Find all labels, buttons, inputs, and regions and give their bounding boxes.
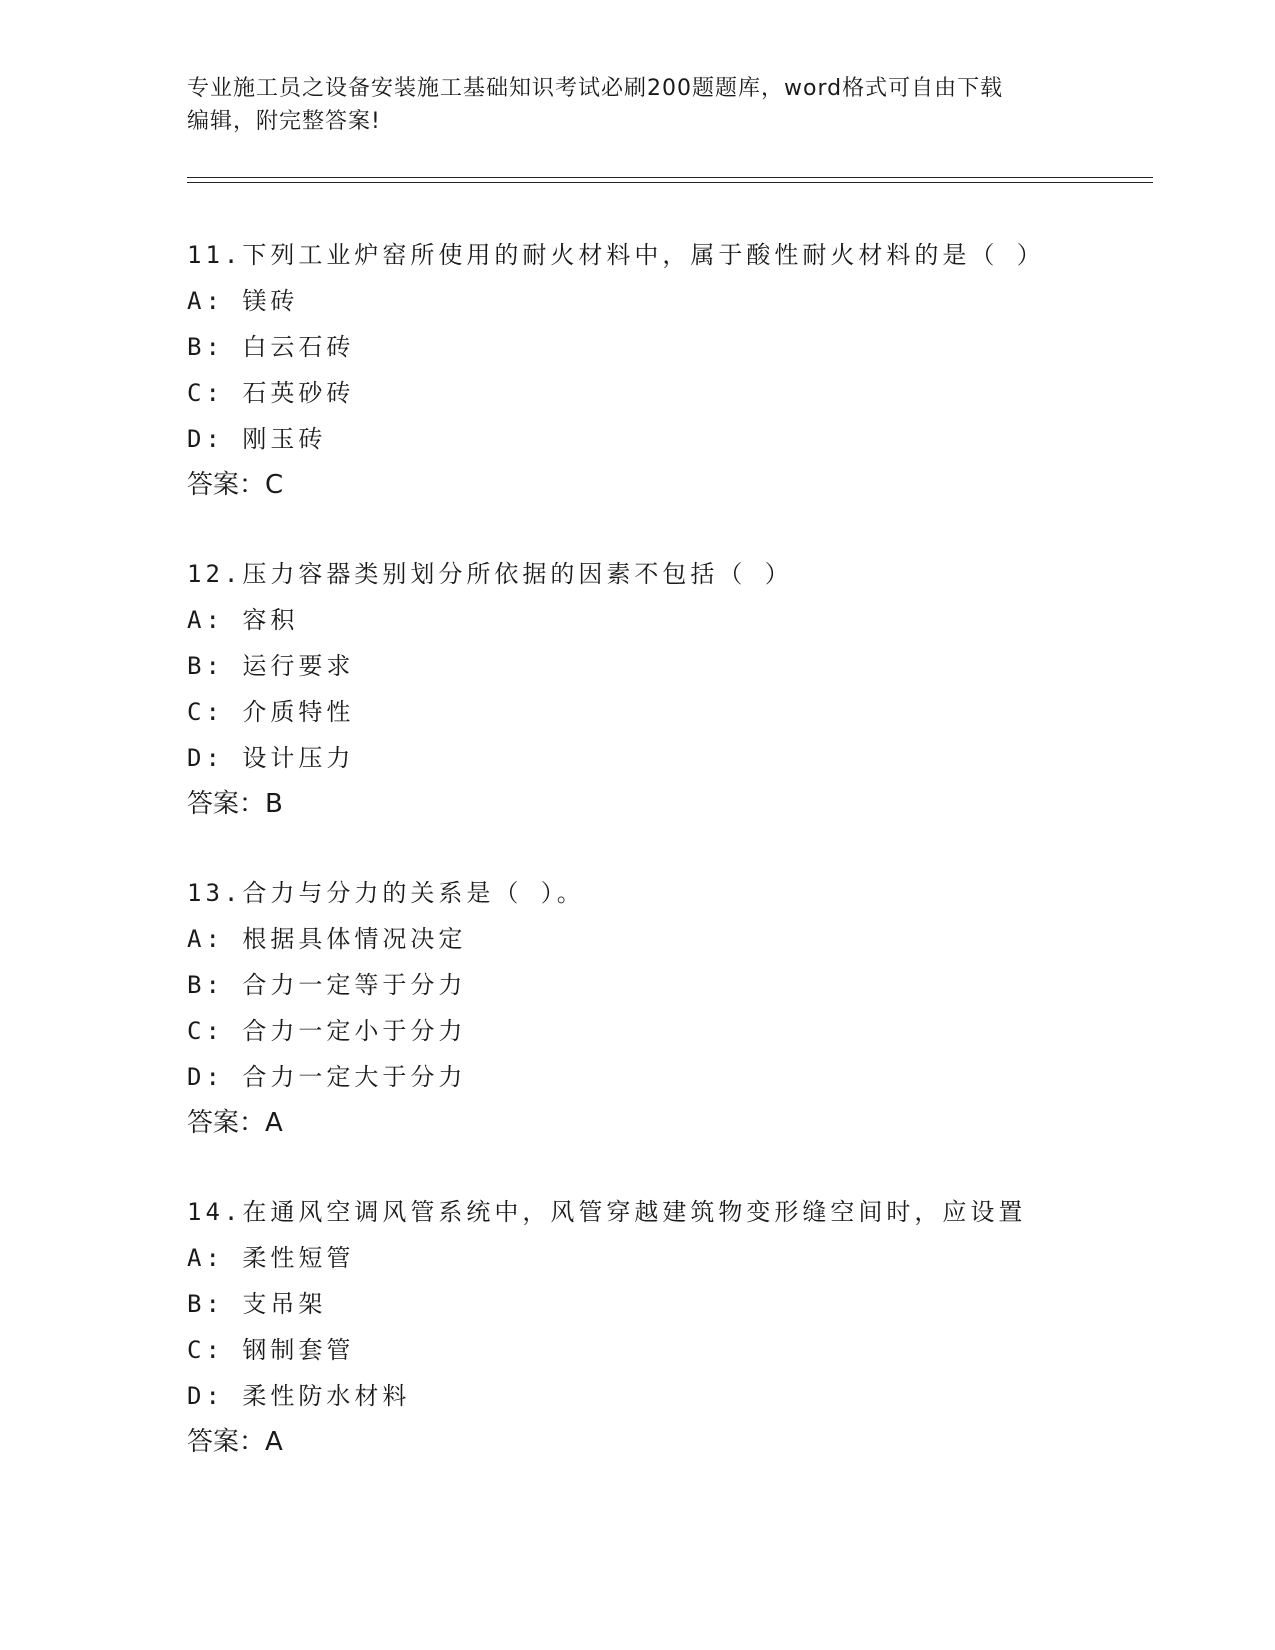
answer: 答案：A [187, 1427, 283, 1457]
answer: 答案：A [187, 1108, 283, 1138]
header-line-1: 专业施工员之设备安装施工基础知识考试必刷200题题库，word格式可自由下载 [187, 76, 1004, 101]
question-11 [187, 232, 1187, 508]
option-d: D: 设计压力 [187, 744, 355, 772]
question-title: 12.压力容器类别划分所依据的因素不包括（ ） [187, 560, 793, 588]
question-title: 13.合力与分力的关系是（ ）。 [187, 879, 585, 907]
option-a: A: 根据具体情况决定 [187, 925, 467, 953]
question-title: 11.下列工业炉窑所使用的耐火材料中，属于酸性耐火材料的是（ ） [187, 241, 1045, 269]
option-a: A: 容积 [187, 606, 299, 634]
answer: 答案：B [187, 789, 283, 819]
option-a: A: 镁砖 [187, 287, 299, 315]
option-c: C: 钢制套管 [187, 1336, 355, 1364]
option-d: D: 合力一定大于分力 [187, 1063, 467, 1091]
header-divider-bottom [187, 182, 1153, 183]
option-b: B: 白云石砖 [187, 333, 355, 361]
option-d: D: 刚玉砖 [187, 425, 327, 453]
option-d: D: 柔性防水材料 [187, 1382, 411, 1410]
question-title: 14.在通风空调风管系统中，风管穿越建筑物变形缝空间时，应设置 [187, 1198, 1027, 1226]
document-header [187, 72, 1067, 138]
header-line-2: 编辑，附完整答案! [187, 109, 381, 134]
option-b: B: 支吊架 [187, 1290, 327, 1318]
header-divider-top [187, 177, 1153, 178]
option-a: A: 柔性短管 [187, 1244, 355, 1272]
option-c: C: 介质特性 [187, 698, 355, 726]
option-c: C: 石英砂砖 [187, 379, 355, 407]
question-14 [187, 1189, 1187, 1465]
option-b: B: 合力一定等于分力 [187, 971, 467, 999]
option-b: B: 运行要求 [187, 652, 355, 680]
option-c: C: 合力一定小于分力 [187, 1017, 467, 1045]
answer: 答案：C [187, 470, 284, 500]
question-13 [187, 870, 1187, 1146]
question-12 [187, 551, 1187, 827]
